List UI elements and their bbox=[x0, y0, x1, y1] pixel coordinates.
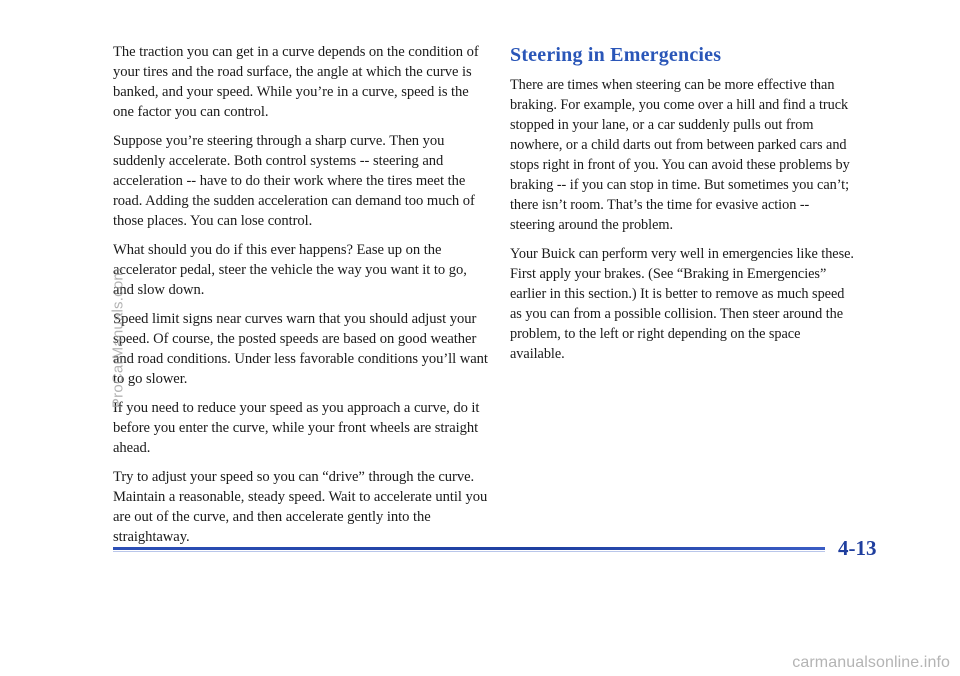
page-number: 4-13 bbox=[838, 536, 877, 560]
paragraph-traction: The traction you can get in a curve depends on the condition of your tires and the road surface, the angle at which the curve is banked, and your speed. While you’re in a curve, speed is the one factor you can control. bbox=[113, 44, 479, 120]
paragraph-buick-emergencies: Your Buick can perform very well in emergencies like these. First apply your brakes. (See “Braking in Emergencies” earlier in this section.) It is better to remove as much speed as you can from a possible collision. Then steer around the problem, to the left or right depending on the space available. bbox=[510, 246, 854, 362]
footer-rule bbox=[113, 547, 825, 550]
footer-rule-shadow bbox=[113, 551, 825, 552]
vertical-watermark: ProCarManuals.com bbox=[109, 267, 127, 409]
paragraph-sharp-curve: Suppose you’re steering through a sharp curve. Then you suddenly accelerate. Both control systems -- steering and acceleration -- have to do their work where the tires meet the road. Adding the sudden acceleration can demand too much of those places. You can lose control. bbox=[113, 133, 475, 229]
paragraph-reduce-speed: If you need to reduce your speed as you approach a curve, do it before you enter the curve, while your front wheels are straight ahead. bbox=[113, 400, 480, 456]
right-column bbox=[510, 42, 855, 373]
section-heading: Steering in Emergencies bbox=[510, 44, 722, 66]
paragraph-steering-vs-braking: There are times when steering can be more effective than braking. For example, you come over a hill and find a truck stopped in your lane, or a car suddenly pulls out from nowhere, or a child darts out from between parked cars and stops right in front of you. You can avoid these problems by braking -- if you can stop in time. But sometimes you can’t; there isn’t room. That’s the time for evasive action -- steering around the problem. bbox=[510, 77, 850, 233]
paragraph-adjust-speed: Try to adjust your speed so you can “drive” through the curve. Maintain a reasonable, steady speed. Wait to accelerate until you are out of the curve, and then accelerate gently into the straightaway. bbox=[113, 469, 488, 545]
site-watermark: carmanualsonline.info bbox=[792, 654, 950, 671]
paragraph-speed-limit-signs: Speed limit signs near curves warn that you should adjust your speed. Of course, the posted speeds are based on good weather and road conditions. Under less favorable conditions you’ll want to go slower. bbox=[113, 311, 488, 387]
left-column bbox=[113, 42, 488, 556]
paragraph-what-to-do: What should you do if this ever happens? Ease up on the accelerator pedal, steer the vehicle the way you want it to go, and slow down. bbox=[113, 242, 467, 298]
